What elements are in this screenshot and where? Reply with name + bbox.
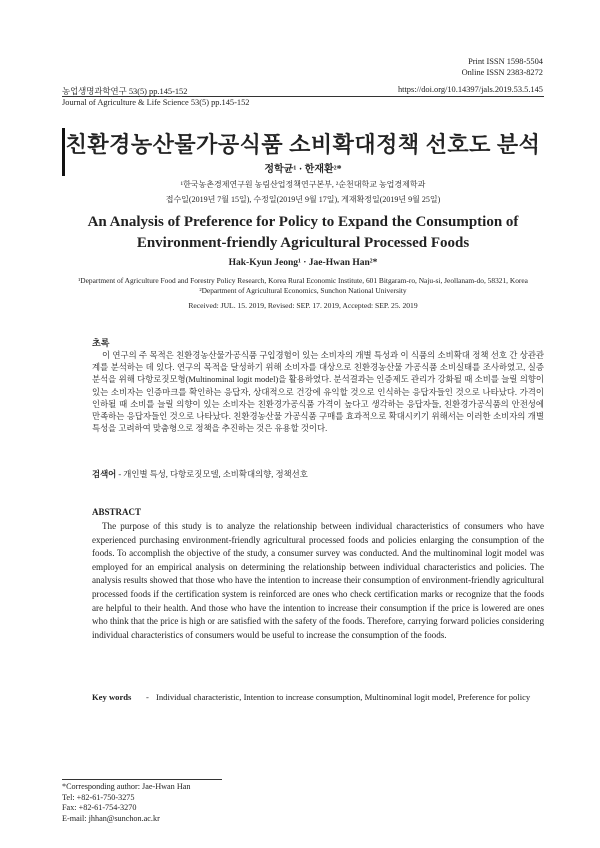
doi-link[interactable]: https://doi.org/10.14397/jals.2019.53.5.145 (397, 85, 543, 94)
footnote-corresponding: *Corresponding author: Jae-Hwan Han (62, 782, 191, 791)
journal-citation-en: Journal of Agriculture & Life Science 53(5) pp.145-152 (62, 98, 250, 107)
affiliation-kr: ¹한국농촌경제연구원 농림산업정책연구본부, ²순천대학교 농업경제학과 (180, 180, 426, 189)
print-issn: Print ISSN 1598-5504 (468, 57, 543, 66)
title-en-line2: Environment-friendly Agricultural Processed Foods (136, 235, 470, 251)
keywords-kr-label: 검색어 (92, 470, 117, 479)
abstract-en-text: The purpose of this study is to analyze the relationship between individual characteristics of consumers who have experienced purchasing environment-friendly agricultural processed foods and policies enlarging the consumption of the foods. To accomplish the objective of the study, a consumer survey was conducted. And the multinominal logit model was employed for an empirical analysis on determining the relationship between individual characteristics and policies. The analysis results showed that those who have the intention to increase their consumption of environment-friendly agricultural processed foods if the certification system is reinforced are ones who check certification marks or recognize that the foods are helpful to their health. And those who have the intention to increase their consumption if the price is lowered are ones who think that the price is high or are satisfied with the safety of the foods. Therefore, carrying forward policies considering individual characteristics of consumers would be useful to increase the consumption of the foods. (92, 521, 544, 640)
abstract-kr-body (92, 350, 544, 435)
header-rule (62, 96, 544, 97)
footnote (62, 782, 190, 824)
keywords-en-values: Individual characteristic, Intention to increase consumption, Multinominal logit model, Preference for policy (156, 692, 531, 702)
footnote-email[interactable]: E-mail: jhhan@sunchon.ac.kr (62, 813, 160, 823)
abstract-kr-heading: 초록 (92, 338, 110, 348)
abstract-kr-text: 이 연구의 주 목적은 친환경농산물가공식품 구입경험이 있는 소비자의 개별 특성과 이 식품의 소비확대 정책 선호 간 상관관계를 분석하는 데 있다. 연구의 목적을 달성하기 위해 소비자를 대상으로 친환경농산물 가공식품 소비실태를 조사하였고, 실증 분석을 위해 다항로짓모형(Multinominal logit model)을 활용하였다. 분석결과는 인증제도 관리가 강화될 때 소비를 늘릴 의향이 있는 소비자는 인증마크를 확인하는 응답자, 상대적으로 건강에 유익할 것으로 인식하는 응답자들인 것으로 나타났다. 가격이 인하될 때 소비를 늘릴 의향이 있는 소비자는 친환경가공식품 가격이 높다고 생각하는 응답자들, 친환경가공식품의 안전성에 만족하는 응답자들인 것으로 나타났다. 친환경농산물 가공식품 구매를 효과적으로 확대시키기 위해서는 이러한 소비자의 개별특성을 고려하여 맞춤형으로 정책을 추진하는 것은 유용할 것이다. (92, 351, 544, 434)
title-en-line1: An Analysis of Preference for Policy to Expand the Consumption of (87, 214, 519, 230)
abstract-en-heading: ABSTRACT (92, 507, 142, 517)
keywords-en-dash: - (146, 692, 149, 702)
keywords-en (92, 691, 544, 703)
affiliation-en-line2: ²Department of Agricultural Economics, Sunchon National University (199, 286, 407, 295)
title-kr: 친환경농산물가공식품 소비확대정책 선호도 분석 (65, 132, 541, 157)
online-issn: Online ISSN 2383-8272 (461, 67, 543, 77)
keywords-kr (92, 468, 544, 480)
keywords-en-label: Key words (92, 692, 132, 702)
footnote-fax: Fax: +82-61-754-3270 (62, 803, 137, 813)
keywords-kr-values: - 개인별 특성, 다항로짓모델, 소비확대의향, 정책선호 (118, 470, 308, 479)
footnote-tel: Tel: +82-61-750-3275 (62, 792, 135, 802)
affiliation-en-line1: ¹Department of Agriculture Food and Forestry Policy Research, Korea Rural Economic Institute, 601 Bitgaram-ro, Naju-si, Jeollanam-do, 58321, Korea (78, 276, 528, 285)
authors-kr: 정학균¹ · 한재환²* (264, 164, 342, 175)
issn-block (462, 57, 543, 78)
title-en (62, 212, 544, 254)
dates-kr: 접수일(2019년 7월 15일), 수정일(2019년 9월 17일), 게재확정일(2019년 9월 25일) (165, 195, 441, 204)
affiliation-en (62, 276, 544, 296)
journal-citation-kr: 농업생명과학연구 53(5) pp.145-152 (62, 87, 188, 96)
authors-en: Hak-Kyun Jeong¹ · Jae-Hwan Han²* (228, 258, 378, 268)
footnote-rule (62, 779, 222, 780)
abstract-en-body (92, 520, 544, 642)
dates-en: Received: JUL. 15. 2019, Revised: SEP. 17. 2019, Accepted: SEP. 25. 2019 (188, 301, 418, 310)
